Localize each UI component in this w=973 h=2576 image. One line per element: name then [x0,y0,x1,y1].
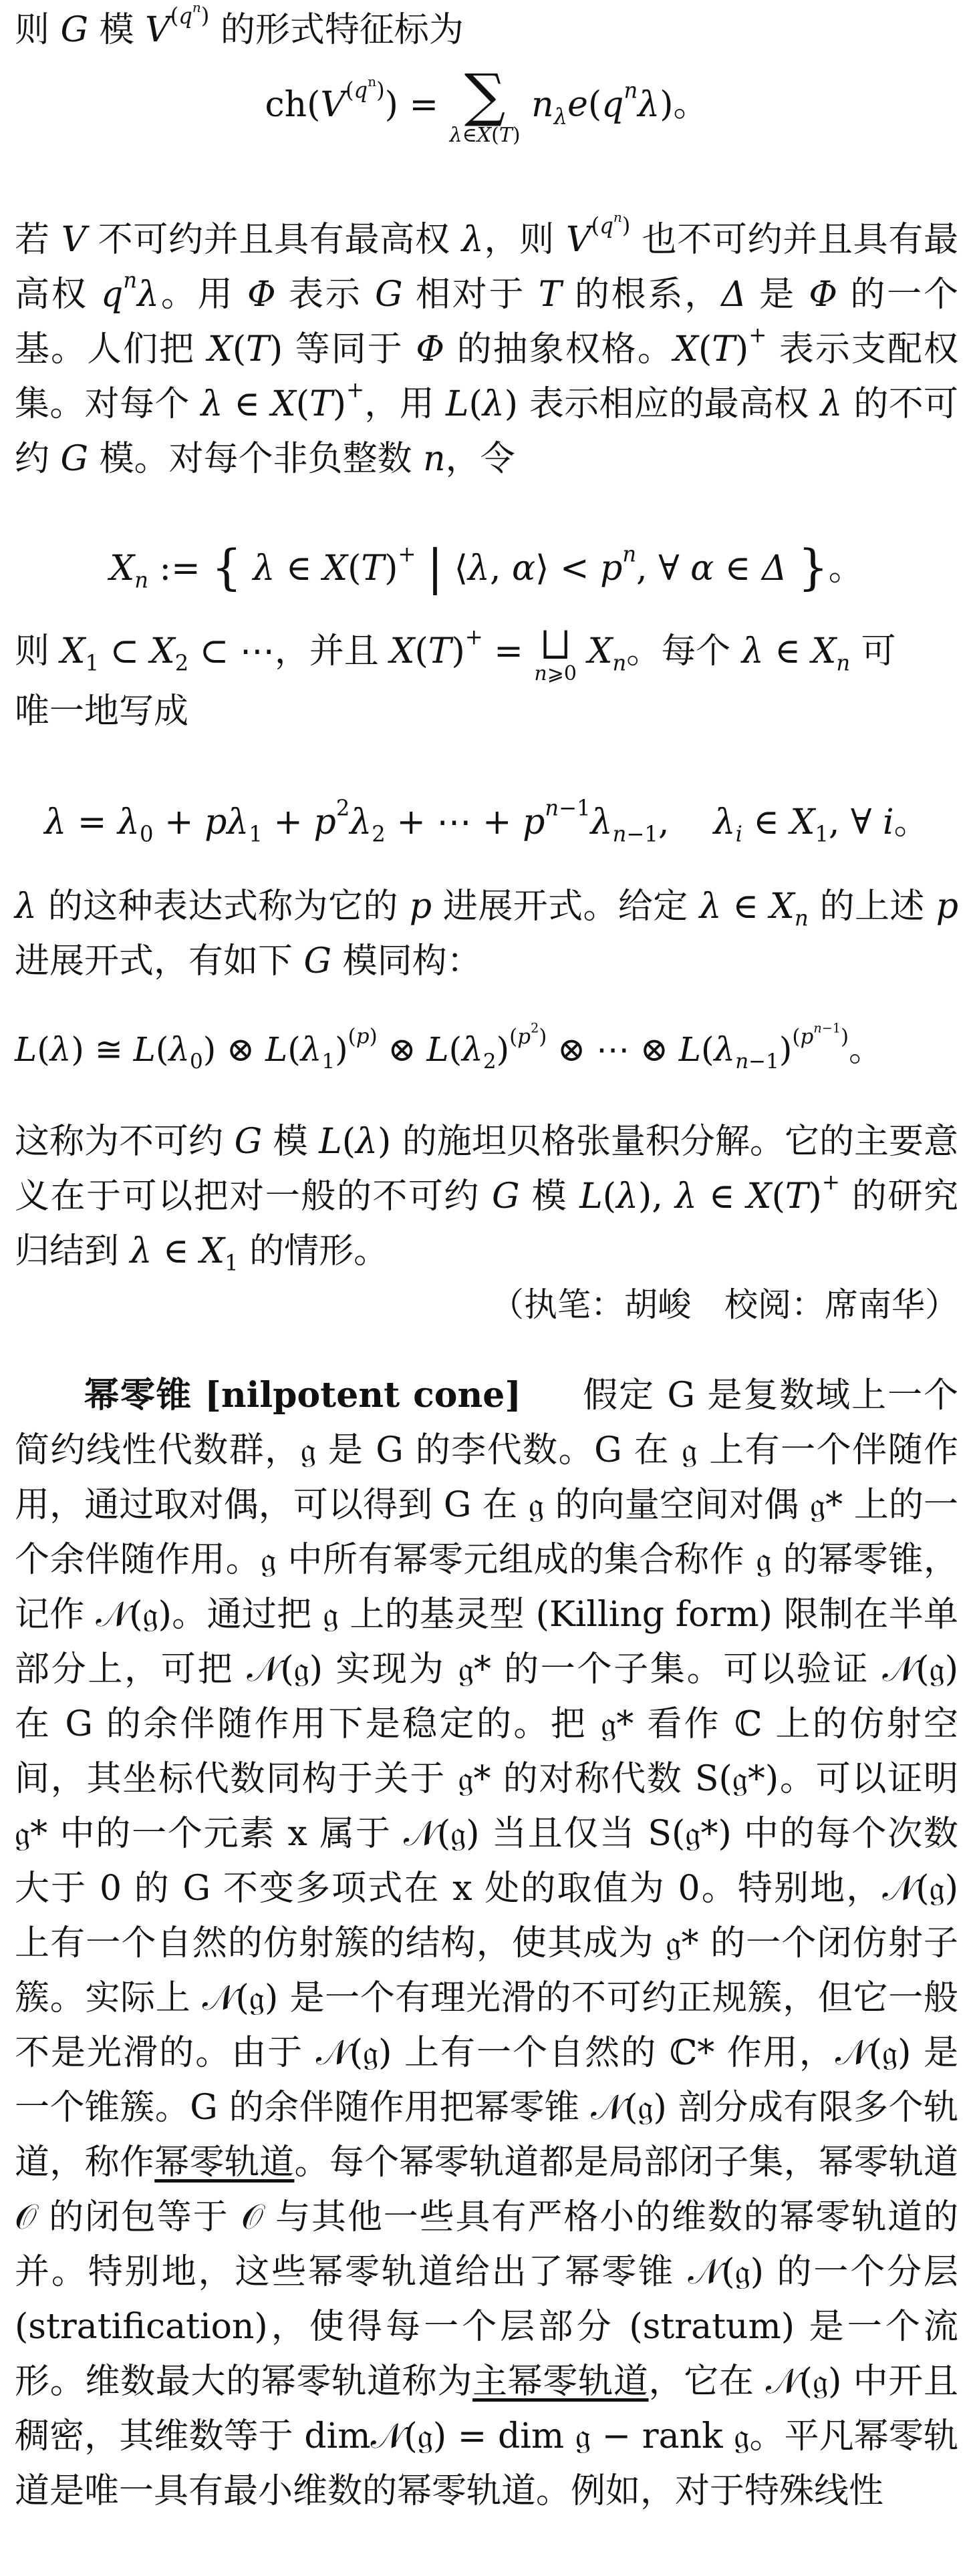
paragraph-irreducible: 若 V 不可约并且具有最高权 λ，则 $V^{(q^n)}$ 也不可约并且具有最高权 $q^n\lambda$。用 Φ 表示 G 相对于 T 的根系，Δ 是 Φ 的一个基。人们把 X(T) 等同于 Φ 的抽象权格。X(T)+ 表示支配权集。对每个 λ ∈ X(T)+，用 L(λ) 表示相应的最高权 λ 的不可约 G 模。对每个非负整数 n，令 [15,208,959,479]
formula-Xn: $X_n$ := { λ ∈ X(T)+ | ⟨λ, α⟩ < $p^n$, ∀ α ∈ Δ }。 [110,539,863,595]
intro-text: 则 G 模 $V^{(q^n)}$ 的形式特征标为 [15,0,464,50]
entry-english-title: [nilpotent cone] [204,1375,521,1416]
formula-tensor: L(λ) ≅ $L(\lambda_0)$ ⊗ $L(\lambda_1)^{(p)}$ ⊗ $L(\lambda_2)^{(p^2)}$ ⊗ ⋯ ⊗ $L(\lambda_{n-1})^{(p^{n-1})}$。 [15,1020,883,1074]
paragraph-steinberg: 这称为不可约 G 模 L(λ) 的施坦贝格张量积分解。它的主要意义在于可以把对一般的不可约 G 模 L(λ), λ ∈ X(T)+ 的研究归结到 λ ∈ $X_1$ 的情形。 [15,1122,958,1276]
formula-expansion: $\lambda = \lambda_0 + p\lambda_1 + p^2\lambda_2$ + ⋯ + $p^{n-1}\lambda_{n-1}$, $\lambda_i$ ∈ $X_1$, ∀ i。 [44,795,929,847]
paragraph-chain: 则 $X_1$ ⊂ $X_2$ ⊂ ⋯，并且 X(T)+ = ⨆ n⩾0 $X_n$。每个 λ ∈ $X_n$ 可 唯一地写成 [15,624,896,732]
term-principal-nilpotent-orbit: 主幂零轨道 [472,2362,649,2402]
formula-character: $ch(V^{(q^n)})$ = ∑ λ∈X(T) $n_\lambda e(q^n\lambda)$。 [265,62,708,147]
entry-body-part3: ，它在 𝒩(𝔤) 中开且稠密，其维数等于 dim𝒩(𝔤) = dim 𝔤 − rank 𝔤。平凡幂零轨道是唯一具有最小维数的幂零轨道。例如，对于特殊线性 [15,2362,958,2511]
intro-line [15,0,958,57]
paragraph-expansion: λ 的这种表达式称为它的 p 进展开式。给定 λ ∈ $X_n$ 的上述 p 进展开式，有如下 G 模同构： [15,887,959,981]
term-nilpotent-orbit: 幂零轨道 [154,2142,295,2183]
entry-title: 幂零锥 [84,1376,192,1416]
author-credit: （执笔：胡峻 校阅：席南华） [491,1285,958,1324]
entry-body-part2: 。每个幂零轨道都是局部闭子集，幂零轨道 𝒪 的闭包等于 𝒪 与其他一些具有严格小的维数的幂零轨道的并。特别地，这些幂零轨道给出了幂零锥 𝒩(𝔤) 的一个分层 (stratification)，使得每一个层部分 (stratum) 是一个流形。维数最大的幂零轨道称为 [15,2142,958,2402]
entry-body-part1: 假定 G 是复数域上一个简约线性代数群，𝔤 是 G 的李代数。G 在 𝔤 上有一个伴随作用，通过取对偶，可以得到 G 在 𝔤 的向量空间对偶 𝔤* 上的一个余伴随作用。𝔤 中所有幂零元组成的集合称作 𝔤 的幂零锥，记作 𝒩(𝔤)。通过把 𝔤 上的基灵型 (Killing form) 限制在半单部分上，可把 𝒩(𝔤) 实现为 𝔤* 的一个子集。可以验证 𝒩(𝔤) 在 G 的余伴随作用下是稳定的。把 𝔤* 看作 ℂ 上的仿射空间，其坐标代数同构于关于 𝔤* 的对称代数 S(𝔤*)。可以证明 𝔤* 中的一个元素 x 属于 𝒩(𝔤) 当且仅当 S(𝔤*) 中的每个次数大于 0 的 G 不变多项式在 x 处的取值为 0。特别地，𝒩(𝔤) 上有一个自然的仿射簇的结构，使其成为 𝔤* 的一个闭仿射子簇。实际上 𝒩(𝔤) 是一个有理光滑的不可约正规簇，但它一般不是光滑的。由于 𝒩(𝔤) 上有一个自然的 ℂ* 作用，𝒩(𝔤) 是一个锥簇。G 的余伴随作用把幂零锥 𝒩(𝔤) 剖分成有限多个轨道，称作 [15,1376,958,2183]
entry-nilpotent-cone [15,1368,958,2519]
